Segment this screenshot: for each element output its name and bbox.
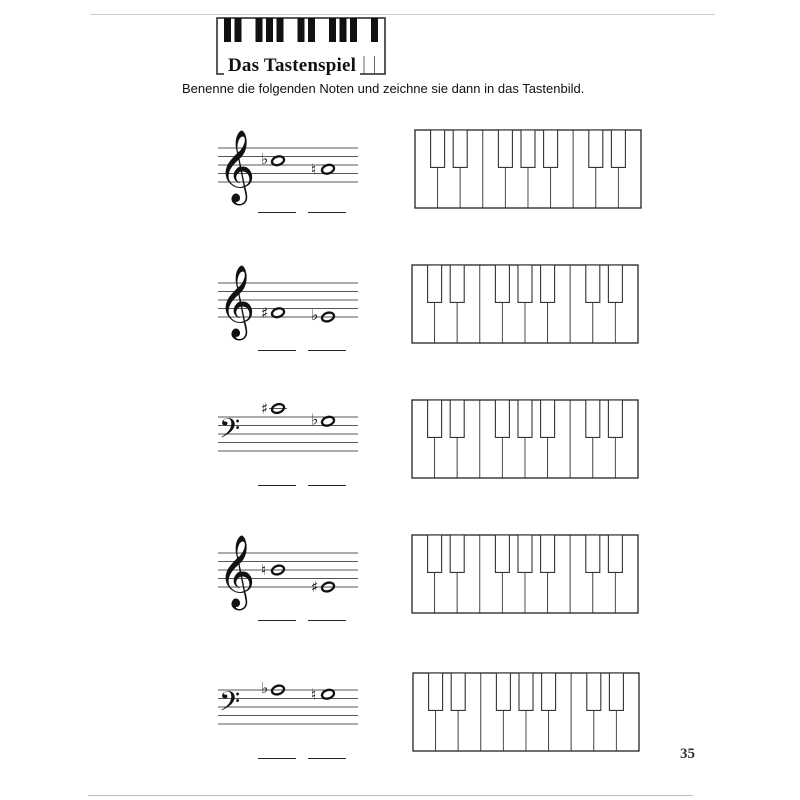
natural-sign: ♮ [311, 160, 317, 179]
bass-clef-icon [219, 685, 240, 724]
black-key[interactable] [541, 535, 555, 572]
mini-black-key [340, 18, 347, 42]
answer-blank[interactable] [258, 212, 296, 213]
instruction-text: Benenne die folgenden Noten und zeichne sie dann in das Tastenbild. [182, 81, 585, 96]
black-key[interactable] [428, 400, 442, 437]
svg-text:𝄞: 𝄞 [218, 129, 256, 203]
black-key[interactable] [542, 673, 556, 710]
mini-black-key [371, 18, 378, 42]
answer-blank[interactable] [258, 758, 296, 759]
black-key[interactable] [609, 673, 623, 710]
black-key[interactable] [428, 535, 442, 572]
black-key[interactable] [450, 535, 464, 572]
music-staff [218, 255, 358, 365]
answer-blank[interactable] [258, 485, 296, 486]
black-key[interactable] [496, 673, 510, 710]
answer-blank[interactable] [308, 212, 346, 213]
music-staff [218, 120, 358, 230]
top-rule [90, 14, 715, 15]
sharp-sign: ♯ [261, 399, 269, 418]
page-title: Das Tastenspiel [224, 56, 360, 76]
black-key[interactable] [541, 400, 555, 437]
treble-clef-icon [218, 129, 255, 205]
black-key[interactable] [586, 400, 600, 437]
mini-black-key [350, 18, 357, 42]
piano-keyboard[interactable] [411, 399, 639, 479]
flat-sign: ♭ [311, 410, 319, 429]
answer-blank[interactable] [308, 350, 346, 351]
black-key[interactable] [608, 535, 622, 572]
flat-sign: ♭ [261, 679, 269, 697]
black-key[interactable] [544, 130, 558, 167]
black-key[interactable] [495, 265, 509, 302]
exercise-row [0, 525, 800, 635]
black-key[interactable] [589, 130, 603, 167]
black-key[interactable] [429, 673, 443, 710]
piano-keyboard[interactable] [411, 264, 639, 344]
black-key[interactable] [495, 400, 509, 437]
black-key[interactable] [611, 130, 625, 167]
page-number: 35 [680, 746, 695, 762]
black-key[interactable] [518, 400, 532, 437]
natural-sign: ♮ [311, 685, 317, 704]
black-key[interactable] [521, 130, 535, 167]
whole-note [261, 304, 285, 322]
black-key[interactable] [519, 673, 533, 710]
piano-keyboard[interactable] [411, 534, 639, 614]
black-key[interactable] [587, 673, 601, 710]
exercise-row [0, 255, 800, 365]
svg-text:𝄞: 𝄞 [218, 534, 256, 608]
black-key[interactable] [451, 673, 465, 710]
mini-black-key [329, 18, 336, 42]
natural-sign: ♮ [261, 561, 267, 579]
whole-note [261, 400, 287, 418]
treble-clef-icon [218, 264, 255, 340]
answer-blank[interactable] [308, 485, 346, 486]
bottom-rule [88, 795, 693, 796]
black-key[interactable] [518, 535, 532, 572]
answer-blank[interactable] [308, 758, 346, 759]
black-key[interactable] [586, 265, 600, 302]
black-key[interactable] [495, 535, 509, 572]
title-banner [216, 16, 386, 78]
black-key[interactable] [453, 130, 467, 167]
answer-blank[interactable] [258, 620, 296, 621]
black-key[interactable] [608, 400, 622, 437]
svg-text:𝄢: 𝄢 [219, 684, 241, 724]
answer-blank[interactable] [258, 350, 296, 351]
mini-black-key [235, 18, 242, 42]
bass-clef-icon [219, 412, 240, 451]
answer-blank[interactable] [308, 620, 346, 621]
treble-clef-icon [218, 534, 255, 610]
black-key[interactable] [498, 130, 512, 167]
sharp-sign: ♯ [261, 303, 269, 322]
mini-black-key [256, 18, 263, 42]
exercise-row [0, 120, 800, 230]
mini-black-key [308, 18, 315, 42]
sharp-sign: ♯ [311, 578, 319, 596]
mini-black-key [224, 18, 231, 42]
black-key[interactable] [586, 535, 600, 572]
whole-note [261, 679, 285, 697]
music-staff [218, 525, 358, 635]
exercise-row [0, 390, 800, 500]
music-staff [218, 390, 358, 500]
whole-note [311, 160, 335, 178]
black-key[interactable] [518, 265, 532, 302]
svg-text:𝄢: 𝄢 [219, 411, 241, 451]
mini-black-key [266, 18, 273, 42]
piano-keyboard[interactable] [412, 672, 640, 752]
flat-sign: ♭ [261, 149, 269, 168]
whole-note [311, 685, 335, 703]
piano-keyboard[interactable] [414, 129, 642, 209]
black-key[interactable] [608, 265, 622, 302]
black-key[interactable] [428, 265, 442, 302]
black-key[interactable] [541, 265, 555, 302]
mini-black-key [298, 18, 305, 42]
black-key[interactable] [450, 265, 464, 302]
mini-black-key [277, 18, 284, 42]
black-key[interactable] [450, 400, 464, 437]
flat-sign: ♭ [311, 306, 319, 324]
music-staff [218, 663, 358, 773]
svg-text:𝄞: 𝄞 [218, 264, 256, 338]
black-key[interactable] [431, 130, 445, 167]
